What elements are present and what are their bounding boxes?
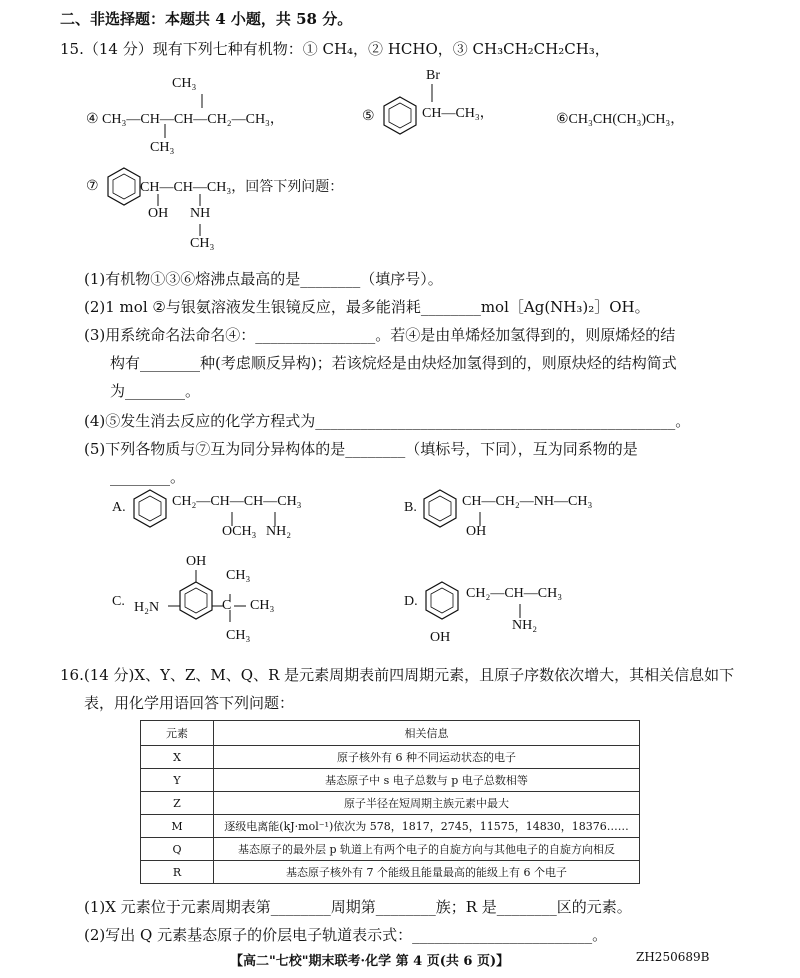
option-b-chain: CH—CH₂—NH—CH₃ <box>462 494 593 509</box>
table-row <box>141 792 640 815</box>
struct7-chain: CH—CH—CH₃，回答下列问题： <box>140 180 344 195</box>
option-c-amino: H₂N <box>134 600 160 615</box>
q15-part5b: ________。 <box>110 468 186 486</box>
table-cell-element: R <box>141 861 214 884</box>
struct4-bottom-methyl: CH₃ <box>150 140 175 155</box>
benzene-ring-icon <box>130 488 170 530</box>
table-cell-info: 基态原子的最外层 p 轨道上有两个电子的自旋方向与其他电子的自旋方向相反 <box>214 838 640 861</box>
q16-stem-b: 表，用化学用语回答下列问题： <box>84 694 295 712</box>
q16-part2: (2)写出 Q 元素基态原子的价层电子轨道表示式：________________________。 <box>84 926 608 944</box>
struct5-chain: CH—CH₃， <box>422 106 494 121</box>
struct4-top-methyl: CH₃ <box>172 76 197 91</box>
table-row <box>141 769 640 792</box>
table-header-row <box>141 721 640 746</box>
option-a-methoxy: OCH₃ <box>222 524 257 539</box>
table-header-element: 元素 <box>141 721 214 746</box>
option-a-label: A. <box>112 500 126 515</box>
document-code: ZH250689B <box>636 950 710 964</box>
option-b-label: B. <box>404 500 417 515</box>
option-d-chain: CH₂—CH—CH₃ <box>466 586 563 601</box>
option-a-chain: CH₂—CH—CH—CH₃ <box>172 494 302 509</box>
element-info-table <box>140 720 640 884</box>
table-cell-info: 逐级电离能(kJ·mol⁻¹)依次为 578，1817，2745，11575，14830，18376…… <box>214 815 640 838</box>
benzene-ring-icon <box>420 488 460 530</box>
q16-part1: (1)X 元素位于元素周期表第________周期第________族；R 是________区的元素。 <box>84 898 632 916</box>
page-footer: 【高二"七校"期末联考·化学 第 4 页(共 6 页)】 <box>230 954 510 969</box>
table-cell-element: X <box>141 746 214 769</box>
option-b-hydroxyl: OH <box>466 524 487 539</box>
option-a-amino: NH₂ <box>266 524 292 539</box>
table-cell-element: M <box>141 815 214 838</box>
benzene-ring-icon <box>104 166 144 208</box>
option-c-label: C. <box>112 594 125 609</box>
q15-part3b: 构有________种(考虑顺反异构)；若该烷烃是由炔烃加氢得到的，则原炔烃的结构简式 <box>110 354 677 372</box>
option-c-quaternary-carbon: C <box>222 598 232 613</box>
table-cell-info: 基态原子核外有 7 个能级且能量最高的能级上有 6 个电子 <box>214 861 640 884</box>
table-row <box>141 838 640 861</box>
option-d-hydroxyl: OH <box>430 630 451 645</box>
option-c-methyl-top: CH₃ <box>226 568 251 583</box>
struct4-main-chain: ④ CH₃—CH—CH—CH₂—CH₃， <box>86 112 284 127</box>
table-cell-element: Z <box>141 792 214 815</box>
q15-part3c: 为________。 <box>110 382 201 400</box>
struct7-amine: NH <box>190 206 211 221</box>
struct5-number: ⑤ <box>362 109 375 124</box>
struct7-hydroxyl: OH <box>148 206 169 221</box>
table-cell-element: Y <box>141 769 214 792</box>
option-c-hydroxyl: OH <box>186 554 207 569</box>
table-cell-info: 原子半径在短周期主族元素中最大 <box>214 792 640 815</box>
table-header-info: 相关信息 <box>214 721 640 746</box>
struct5-bromo: Br <box>426 68 440 83</box>
section-title: 二、非选择题：本题共 4 小题，共 58 分。 <box>60 10 353 28</box>
q15-stem: 15.（14 分）现有下列七种有机物：① CH₄，② HCHO，③ CH₃CH₂CH₂CH₃， <box>60 40 610 58</box>
option-c-methyl-bottom: CH₃ <box>226 628 251 643</box>
table-row <box>141 861 640 884</box>
table-cell-info: 基态原子中 s 电子总数与 p 电子总数相等 <box>214 769 640 792</box>
option-c-methyl-right: CH₃ <box>250 598 275 613</box>
struct7-number: ⑦ <box>86 179 99 194</box>
benzene-ring-icon <box>422 580 462 622</box>
table-row <box>141 746 640 769</box>
struct6: ⑥CH₃CH(CH₃)CH₃， <box>556 112 685 127</box>
table-row <box>141 815 640 838</box>
option-d-label: D. <box>404 594 418 609</box>
q15-part4: (4)⑤发生消去反应的化学方程式为________________________________________________。 <box>84 412 691 430</box>
table-cell-info: 原子核外有 6 种不同运动状态的电子 <box>214 746 640 769</box>
table-cell-element: Q <box>141 838 214 861</box>
option-d-amino: NH₂ <box>512 618 538 633</box>
q15-part2: (2)1 mol ②与银氨溶液发生银镜反应，最多能消耗________mol［Ag(NH₃)₂］OH。 <box>84 298 650 316</box>
q15-part1: (1)有机物①③⑥熔沸点最高的是________（填序号）。 <box>84 270 443 288</box>
struct7-nmethyl: CH₃ <box>190 236 215 251</box>
q16-stem-a: 16.(14 分)X、Y、Z、M、Q、R 是元素周期表前四周期元素，且原子序数依次增大，其相关信息如下 <box>60 666 735 684</box>
q15-part3a: (3)用系统命名法命名④：________________。若④是由单烯烃加氢得到的，则原烯烃的结 <box>84 326 676 344</box>
q15-part5a: (5)下列各物质与⑦互为同分异构体的是________（填标号，下同），互为同系物的是 <box>84 440 638 458</box>
benzene-ring-icon <box>380 95 420 137</box>
